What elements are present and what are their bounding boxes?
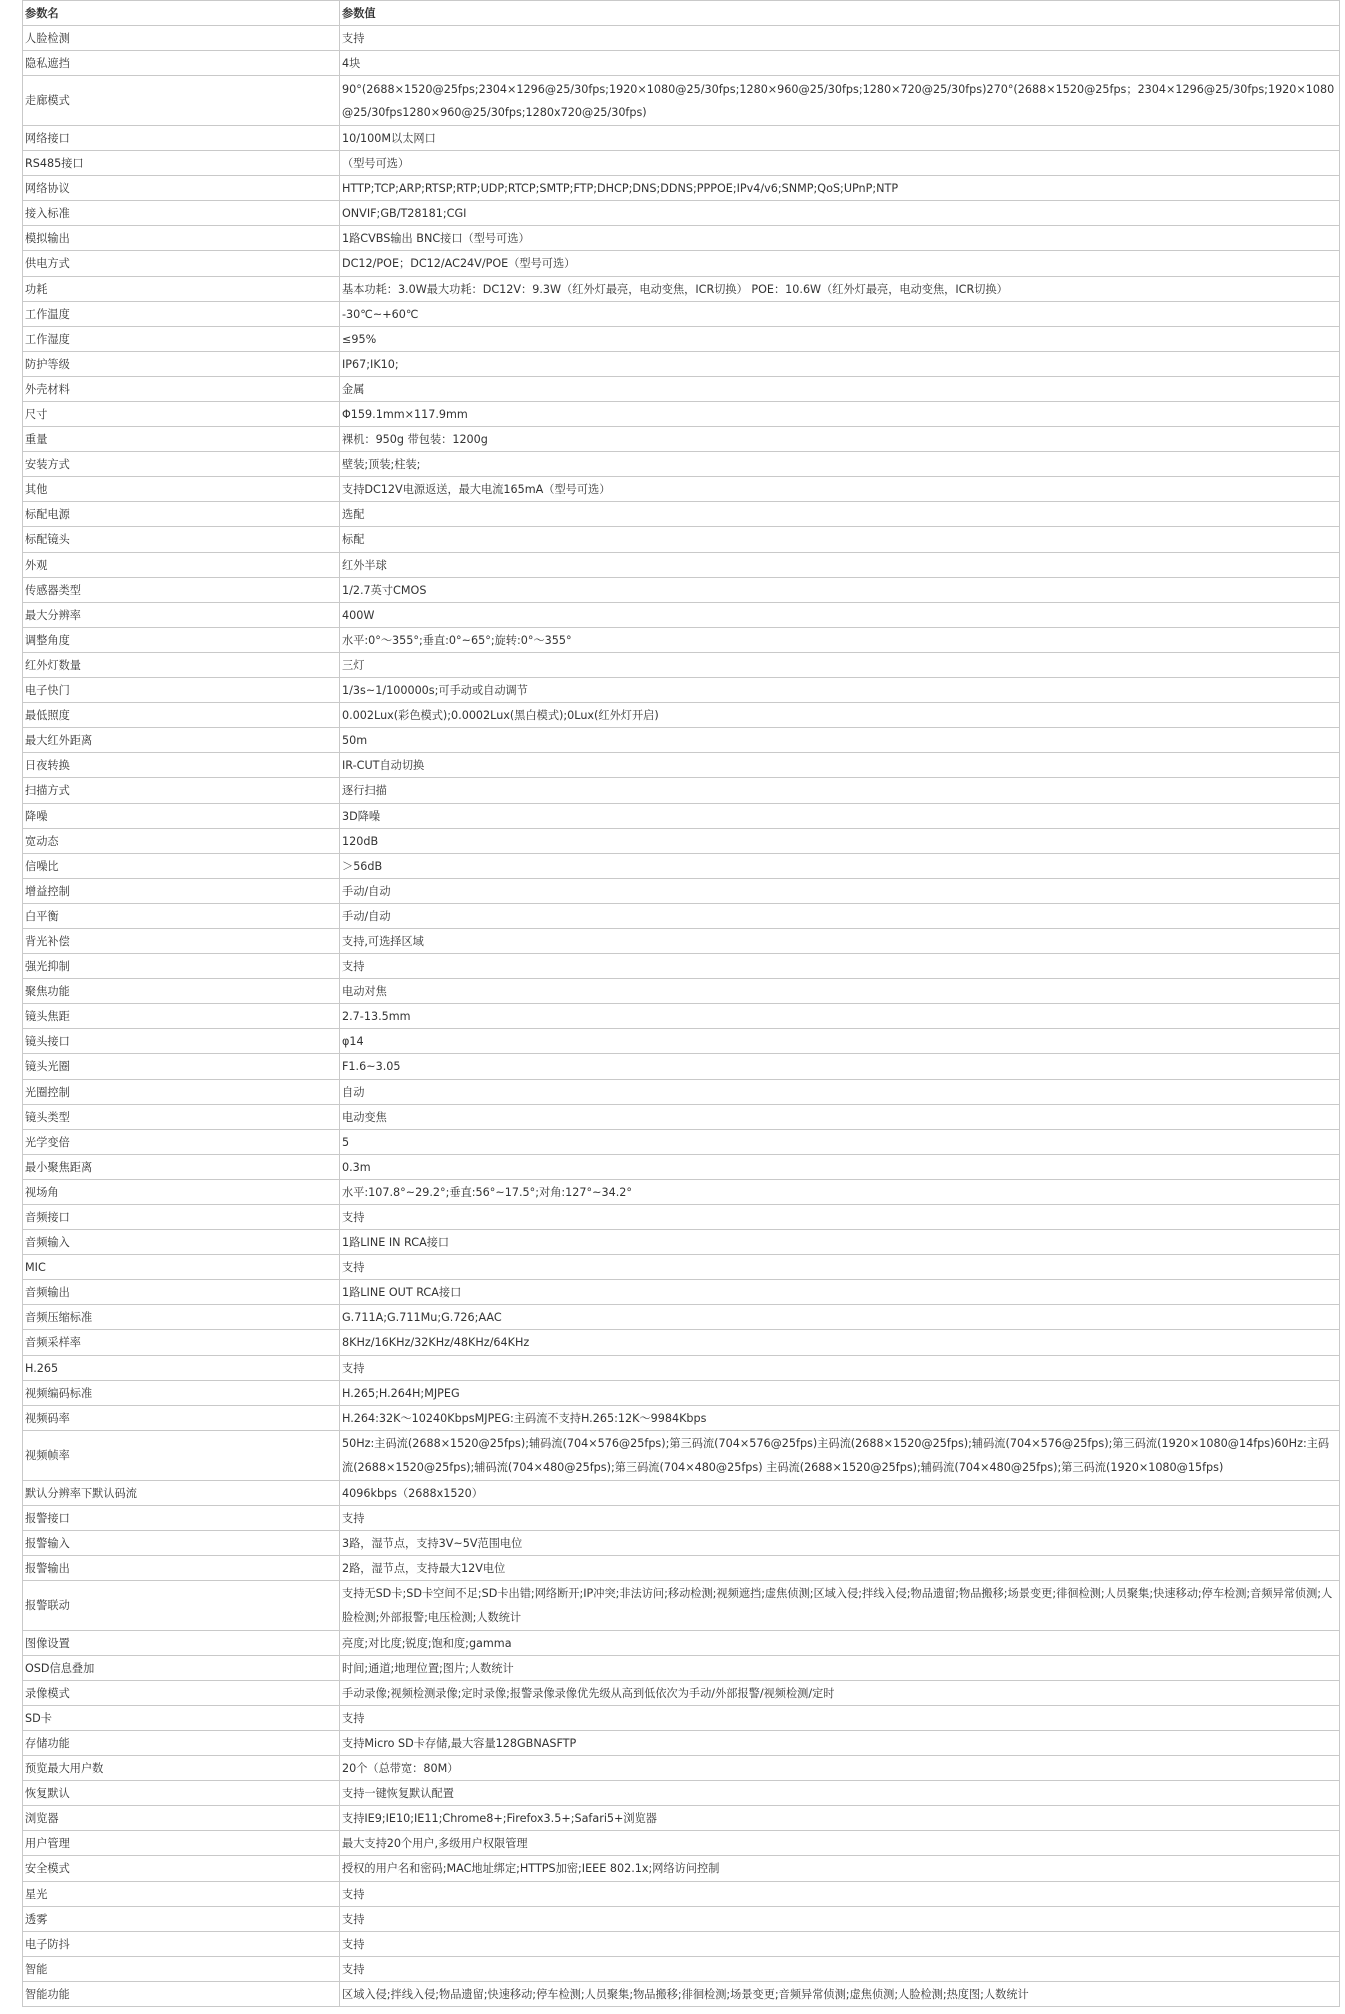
param-value: 支持	[340, 26, 1340, 51]
param-name: RS485接口	[23, 151, 340, 176]
param-value: 选配	[340, 502, 1340, 527]
table-row	[23, 51, 1340, 76]
table-row	[23, 602, 1340, 627]
param-name: 最小聚焦距离	[23, 1154, 340, 1179]
param-name: 镜头类型	[23, 1104, 340, 1129]
param-value: 区域入侵;拌线入侵;物品遗留;快速移动;停车检测;人员聚集;物品搬移;徘徊检测;场景变更;音频异常侦测;虚焦侦测;人脸检测;热度图;人数统计	[340, 1981, 1340, 2006]
table-row	[23, 753, 1340, 778]
param-value: 50Hz:主码流(2688×1520@25fps);辅码流(704×576@25fps);第三码流(704×576@25fps)主码流(2688×1520@25fps);辅码流(704×576@25fps);第三码流(1920×1080@14fps)60Hz:主码流(2688×1520@25fps);辅码流(704×480@25fps);第三码流(704×480@25fps) 主码流(2688×1520@25fps);辅码流(704×480@25fps);第三码流(1920×1080@15fps)	[340, 1430, 1340, 1480]
table-row	[23, 527, 1340, 552]
param-value: 5	[340, 1129, 1340, 1154]
param-name: 光圈控制	[23, 1079, 340, 1104]
table-row	[23, 1655, 1340, 1680]
table-row	[23, 201, 1340, 226]
param-name: 视频帧率	[23, 1430, 340, 1480]
table-row	[23, 728, 1340, 753]
param-name: 外壳材料	[23, 376, 340, 401]
table-row	[23, 1981, 1340, 2006]
param-name: 视频码率	[23, 1405, 340, 1430]
param-value: 支持DC12V电源返送，最大电流165mA（型号可选）	[340, 477, 1340, 502]
param-name: 接入标准	[23, 201, 340, 226]
param-name: 电子防抖	[23, 1931, 340, 1956]
param-value: Φ159.1mm×117.9mm	[340, 402, 1340, 427]
param-value: 逐行扫描	[340, 778, 1340, 803]
table-row	[23, 1630, 1340, 1655]
param-name: 默认分辨率下默认码流	[23, 1480, 340, 1505]
table-row	[23, 1530, 1340, 1555]
param-name: 日夜转换	[23, 753, 340, 778]
table-row	[23, 954, 1340, 979]
header-param-value: 参数值	[340, 1, 1340, 26]
table-row	[23, 1430, 1340, 1480]
table-row	[23, 151, 1340, 176]
table-row	[23, 1305, 1340, 1330]
param-value: DC12/POE；DC12/AC24V/POE（型号可选）	[340, 251, 1340, 276]
table-row	[23, 803, 1340, 828]
param-name: 标配电源	[23, 502, 340, 527]
param-name: 恢复默认	[23, 1781, 340, 1806]
param-name: 工作温度	[23, 301, 340, 326]
param-value: 标配	[340, 527, 1340, 552]
param-name: 降噪	[23, 803, 340, 828]
param-value: 红外半球	[340, 552, 1340, 577]
table-row	[23, 26, 1340, 51]
param-name: 图像设置	[23, 1630, 340, 1655]
param-name: 网络接口	[23, 125, 340, 150]
param-value: 时间;通道;地理位置;图片;人数统计	[340, 1655, 1340, 1680]
param-value: IP67;IK10;	[340, 351, 1340, 376]
param-value: 8KHz/16KHz/32KHz/48KHz/64KHz	[340, 1330, 1340, 1355]
param-name: 报警联动	[23, 1580, 340, 1630]
param-name: 报警输出	[23, 1555, 340, 1580]
param-value: 支持IE9;IE10;IE11;Chrome8+;Firefox3.5+;Safari5+浏览器	[340, 1806, 1340, 1831]
param-name: 音频输入	[23, 1230, 340, 1255]
table-row	[23, 402, 1340, 427]
param-value: H.265;H.264H;MJPEG	[340, 1380, 1340, 1405]
table-row	[23, 452, 1340, 477]
param-name: 最大分辨率	[23, 602, 340, 627]
param-name: 音频输出	[23, 1280, 340, 1305]
param-name: 扫描方式	[23, 778, 340, 803]
table-row	[23, 979, 1340, 1004]
table-row	[23, 1280, 1340, 1305]
param-value: 三灯	[340, 652, 1340, 677]
table-row	[23, 376, 1340, 401]
param-value: 水平:107.8°~29.2°;垂直:56°~17.5°;对角:127°~34.2°	[340, 1179, 1340, 1204]
param-name: 工作湿度	[23, 326, 340, 351]
param-name: 最大红外距离	[23, 728, 340, 753]
table-row	[23, 226, 1340, 251]
param-name: 调整角度	[23, 627, 340, 652]
table-row	[23, 1104, 1340, 1129]
param-name: SD卡	[23, 1705, 340, 1730]
param-name: 增益控制	[23, 878, 340, 903]
param-name: 尺寸	[23, 402, 340, 427]
table-row	[23, 903, 1340, 928]
param-name: 走廊模式	[23, 76, 340, 126]
param-name: 视频编码标准	[23, 1380, 340, 1405]
param-name: 安全模式	[23, 1856, 340, 1881]
spec-table	[22, 0, 1340, 2007]
param-name: 白平衡	[23, 903, 340, 928]
table-row	[23, 1705, 1340, 1730]
param-value: 裸机：950g 带包装：1200g	[340, 427, 1340, 452]
param-value: 电动对焦	[340, 979, 1340, 1004]
param-name: 智能功能	[23, 1981, 340, 2006]
param-value: 1路LINE OUT RCA接口	[340, 1280, 1340, 1305]
param-name: 透雾	[23, 1906, 340, 1931]
param-value: 400W	[340, 602, 1340, 627]
param-name: 重量	[23, 427, 340, 452]
param-value: 支持	[340, 1255, 1340, 1280]
table-row	[23, 1004, 1340, 1029]
param-name: 安装方式	[23, 452, 340, 477]
param-value: 支持	[340, 1956, 1340, 1981]
table-row	[23, 1330, 1340, 1355]
table-row	[23, 1781, 1340, 1806]
param-name: 镜头接口	[23, 1029, 340, 1054]
param-name: 用户管理	[23, 1831, 340, 1856]
param-value: φ14	[340, 1029, 1340, 1054]
param-value: IR-CUT自动切换	[340, 753, 1340, 778]
table-row	[23, 1505, 1340, 1530]
table-row	[23, 1405, 1340, 1430]
param-name: 星光	[23, 1881, 340, 1906]
param-value: 90°(2688×1520@25fps;2304×1296@25/30fps;1920×1080@25/30fps;1280×960@25/30fps;1280×720@25/30fps)270°(2688×1520@25fps；2304×1296@25/30fps;1920×1080@25/30fps1280×960@25/30fps;1280x720@25/30fps)	[340, 76, 1340, 126]
param-name: 网络协议	[23, 176, 340, 201]
param-value: 基本功耗：3.0W最大功耗：DC12V：9.3W（红外灯最亮，电动变焦，ICR切换） POE：10.6W（红外灯最亮，电动变焦，ICR切换）	[340, 276, 1340, 301]
table-row	[23, 1154, 1340, 1179]
param-value: H.264:32K～10240KbpsMJPEG:主码流不支持H.265:12K～9984Kbps	[340, 1405, 1340, 1430]
param-value: （型号可选）	[340, 151, 1340, 176]
param-name: 聚焦功能	[23, 979, 340, 1004]
table-row	[23, 1680, 1340, 1705]
param-value: 1/2.7英寸CMOS	[340, 577, 1340, 602]
param-value: 4块	[340, 51, 1340, 76]
param-value: 支持	[340, 1205, 1340, 1230]
param-value: 1路CVBS输出 BNC接口（型号可选）	[340, 226, 1340, 251]
param-name: 背光补偿	[23, 928, 340, 953]
param-value: ONVIF;GB/T28181;CGI	[340, 201, 1340, 226]
table-row	[23, 1355, 1340, 1380]
param-value: 2路，湿节点，支持最大12V电位	[340, 1555, 1340, 1580]
table-row	[23, 326, 1340, 351]
param-value: F1.6~3.05	[340, 1054, 1340, 1079]
table-row	[23, 853, 1340, 878]
table-row	[23, 1956, 1340, 1981]
param-value: G.711A;G.711Mu;G.726;AAC	[340, 1305, 1340, 1330]
param-value: 4096kbps（2688x1520）	[340, 1480, 1340, 1505]
param-value: 2.7-13.5mm	[340, 1004, 1340, 1029]
param-name: 红外灯数量	[23, 652, 340, 677]
param-value: 3D降噪	[340, 803, 1340, 828]
param-name: 报警输入	[23, 1530, 340, 1555]
param-value: 0.3m	[340, 1154, 1340, 1179]
table-row	[23, 828, 1340, 853]
param-name: 外观	[23, 552, 340, 577]
param-value: 支持	[340, 1906, 1340, 1931]
param-name: 信噪比	[23, 853, 340, 878]
param-name: OSD信息叠加	[23, 1655, 340, 1680]
table-row	[23, 703, 1340, 728]
param-name: 预览最大用户数	[23, 1756, 340, 1781]
table-row	[23, 1480, 1340, 1505]
param-name: 防护等级	[23, 351, 340, 376]
table-row	[23, 1906, 1340, 1931]
table-row	[23, 1856, 1340, 1881]
param-value: 3路，湿节点，支持3V~5V范围电位	[340, 1530, 1340, 1555]
table-row	[23, 1756, 1340, 1781]
param-value: 最大支持20个用户,多级用户权限管理	[340, 1831, 1340, 1856]
table-row	[23, 427, 1340, 452]
spec-table-container	[22, 0, 1340, 2007]
param-value: 手动/自动	[340, 878, 1340, 903]
param-name: 音频采样率	[23, 1330, 340, 1355]
param-name: MIC	[23, 1255, 340, 1280]
param-name: H.265	[23, 1355, 340, 1380]
table-row	[23, 652, 1340, 677]
param-name: 视场角	[23, 1179, 340, 1204]
table-row	[23, 1580, 1340, 1630]
param-name: 最低照度	[23, 703, 340, 728]
table-row	[23, 1881, 1340, 1906]
param-value: 金属	[340, 376, 1340, 401]
param-value: 0.002Lux(彩色模式);0.0002Lux(黑白模式);0Lux(红外灯开启)	[340, 703, 1340, 728]
param-value: 壁装;顶装;柱装;	[340, 452, 1340, 477]
param-name: 功耗	[23, 276, 340, 301]
param-name: 存储功能	[23, 1730, 340, 1755]
param-value: 授权的用户名和密码;MAC地址绑定;HTTPS加密;IEEE 802.1x;网络访问控制	[340, 1856, 1340, 1881]
table-row	[23, 627, 1340, 652]
param-name: 隐私遮挡	[23, 51, 340, 76]
table-row	[23, 878, 1340, 903]
table-row	[23, 1555, 1340, 1580]
spec-table-body	[23, 1, 1340, 2007]
param-name: 其他	[23, 477, 340, 502]
table-row	[23, 928, 1340, 953]
param-value: 水平:0°～355°;垂直:0°~65°;旋转:0°～355°	[340, 627, 1340, 652]
table-header-row	[23, 1, 1340, 26]
table-row	[23, 301, 1340, 326]
param-name: 浏览器	[23, 1806, 340, 1831]
param-value: 支持	[340, 1881, 1340, 1906]
param-value: 亮度;对比度;锐度;饱和度;gamma	[340, 1630, 1340, 1655]
table-row	[23, 276, 1340, 301]
param-value: 支持	[340, 1355, 1340, 1380]
table-row	[23, 1255, 1340, 1280]
table-row	[23, 1129, 1340, 1154]
param-value: 20个（总带宽：80M）	[340, 1756, 1340, 1781]
param-value: 支持,可选择区域	[340, 928, 1340, 953]
table-row	[23, 1054, 1340, 1079]
param-value: 电动变焦	[340, 1104, 1340, 1129]
table-row	[23, 251, 1340, 276]
param-value: 支持	[340, 1931, 1340, 1956]
param-value: 1路LINE IN RCA接口	[340, 1230, 1340, 1255]
param-name: 镜头光圈	[23, 1054, 340, 1079]
param-name: 宽动态	[23, 828, 340, 853]
table-row	[23, 1730, 1340, 1755]
table-row	[23, 502, 1340, 527]
param-value: -30℃~+60℃	[340, 301, 1340, 326]
param-value: 10/100M以太网口	[340, 125, 1340, 150]
param-value: 50m	[340, 728, 1340, 753]
param-value: 自动	[340, 1079, 1340, 1104]
table-row	[23, 477, 1340, 502]
table-row	[23, 76, 1340, 126]
param-value: 支持	[340, 1705, 1340, 1730]
param-name: 传感器类型	[23, 577, 340, 602]
table-row	[23, 577, 1340, 602]
param-value: 120dB	[340, 828, 1340, 853]
param-value: 手动/自动	[340, 903, 1340, 928]
table-row	[23, 1029, 1340, 1054]
table-row	[23, 1179, 1340, 1204]
param-name: 光学变倍	[23, 1129, 340, 1154]
param-value: HTTP;TCP;ARP;RTSP;RTP;UDP;RTCP;SMTP;FTP;DHCP;DNS;DDNS;PPPOE;IPv4/v6;SNMP;QoS;UPnP;NTP	[340, 176, 1340, 201]
param-name: 电子快门	[23, 678, 340, 703]
param-value: 手动录像;视频检测录像;定时录像;报警录像录像优先级从高到低依次为手动/外部报警/视频检测/定时	[340, 1680, 1340, 1705]
param-value: 支持无SD卡;SD卡空间不足;SD卡出错;网络断开;IP冲突;非法访问;移动检测;视频遮挡;虚焦侦测;区域入侵;拌线入侵;物品遗留;物品搬移;场景变更;徘徊检测;人员聚集;快速移动;停车检测;音频异常侦测;人脸检测;外部报警;电压检测;人数统计	[340, 1580, 1340, 1630]
table-row	[23, 351, 1340, 376]
param-name: 强光抑制	[23, 954, 340, 979]
table-row	[23, 1230, 1340, 1255]
param-value: 支持	[340, 954, 1340, 979]
param-name: 音频接口	[23, 1205, 340, 1230]
table-row	[23, 176, 1340, 201]
table-row	[23, 1931, 1340, 1956]
param-name: 模拟输出	[23, 226, 340, 251]
param-value: ＞56dB	[340, 853, 1340, 878]
table-row	[23, 1806, 1340, 1831]
param-value: 支持Micro SD卡存储,最大容量128GBNASFTP	[340, 1730, 1340, 1755]
param-value: 支持一键恢复默认配置	[340, 1781, 1340, 1806]
param-name: 镜头焦距	[23, 1004, 340, 1029]
param-name: 报警接口	[23, 1505, 340, 1530]
table-row	[23, 125, 1340, 150]
table-row	[23, 1380, 1340, 1405]
param-name: 供电方式	[23, 251, 340, 276]
param-name: 标配镜头	[23, 527, 340, 552]
table-row	[23, 552, 1340, 577]
header-param-name: 参数名	[23, 1, 340, 26]
param-name: 人脸检测	[23, 26, 340, 51]
param-name: 录像模式	[23, 1680, 340, 1705]
param-value: 1/3s~1/100000s;可手动或自动调节	[340, 678, 1340, 703]
param-name: 音频压缩标准	[23, 1305, 340, 1330]
table-row	[23, 1079, 1340, 1104]
table-row	[23, 1205, 1340, 1230]
param-value: 支持	[340, 1505, 1340, 1530]
table-row	[23, 678, 1340, 703]
table-row	[23, 778, 1340, 803]
param-value: ≤95%	[340, 326, 1340, 351]
param-name: 智能	[23, 1956, 340, 1981]
table-row	[23, 1831, 1340, 1856]
